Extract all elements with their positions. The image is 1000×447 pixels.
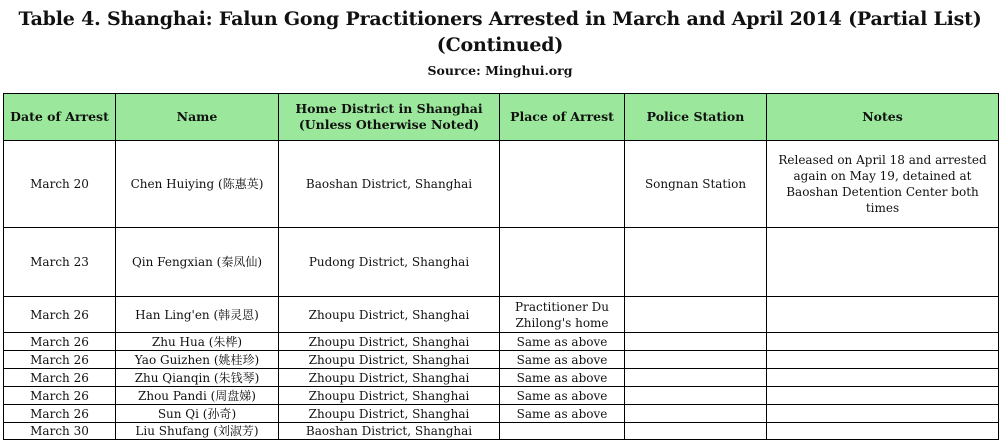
cell-district: Zhoupu District, Shanghai bbox=[279, 351, 500, 369]
cell-date: March 26 bbox=[4, 387, 116, 405]
cell-station bbox=[625, 405, 767, 423]
cell-notes bbox=[767, 387, 999, 405]
cell-district: Baoshan District, Shanghai bbox=[279, 141, 500, 228]
table-row bbox=[4, 423, 999, 440]
table-row bbox=[4, 369, 999, 387]
cell-place bbox=[500, 228, 625, 297]
page-title: Table 4. Shanghai: Falun Gong Practitioners Arrested in March and April 2014 (Partial List) (Continued) bbox=[18, 8, 982, 56]
cell-station bbox=[625, 333, 767, 351]
cell-station bbox=[625, 369, 767, 387]
table-row bbox=[4, 141, 999, 228]
cell-place: Same as above bbox=[500, 369, 625, 387]
cell-name: Liu Shufang (刘淑芳) bbox=[116, 423, 279, 440]
cell-station bbox=[625, 351, 767, 369]
cell-place: Practitioner Du Zhilong's home bbox=[500, 297, 625, 333]
arrests-table bbox=[3, 93, 999, 440]
column-header-home-district: Home District in Shanghai (Unless Otherwise Noted) bbox=[279, 94, 500, 141]
cell-district: Zhoupu District, Shanghai bbox=[279, 387, 500, 405]
cell-name: Yao Guizhen (姚桂珍) bbox=[116, 351, 279, 369]
cell-district: Zhoupu District, Shanghai bbox=[279, 333, 500, 351]
cell-date: March 26 bbox=[4, 297, 116, 333]
cell-place: Same as above bbox=[500, 387, 625, 405]
cell-name: Han Ling'en (韩灵恩) bbox=[116, 297, 279, 333]
table-row bbox=[4, 228, 999, 297]
cell-name: Zhou Pandi (周盘娣) bbox=[116, 387, 279, 405]
cell-station bbox=[625, 423, 767, 440]
cell-place bbox=[500, 423, 625, 440]
column-header-date: Date of Arrest bbox=[4, 94, 116, 141]
cell-name: Chen Huiying (陈惠英) bbox=[116, 141, 279, 228]
cell-date: March 26 bbox=[4, 405, 116, 423]
cell-name: Zhu Hua (朱桦) bbox=[116, 333, 279, 351]
cell-notes bbox=[767, 423, 999, 440]
column-header-police-station: Police Station bbox=[625, 94, 767, 141]
cell-notes bbox=[767, 405, 999, 423]
column-header-name: Name bbox=[116, 94, 279, 141]
cell-date: March 26 bbox=[4, 333, 116, 351]
cell-notes bbox=[767, 351, 999, 369]
cell-date: March 30 bbox=[4, 423, 116, 440]
cell-district: Zhoupu District, Shanghai bbox=[279, 297, 500, 333]
cell-district: Pudong District, Shanghai bbox=[279, 228, 500, 297]
cell-district: Zhoupu District, Shanghai bbox=[279, 369, 500, 387]
table-row bbox=[4, 405, 999, 423]
cell-district: Baoshan District, Shanghai bbox=[279, 423, 500, 440]
table-row bbox=[4, 297, 999, 333]
cell-notes: Released on April 18 and arrested again on May 19, detained at Baoshan Detention Center both times bbox=[767, 141, 999, 228]
cell-place: Same as above bbox=[500, 405, 625, 423]
cell-place: Same as above bbox=[500, 351, 625, 369]
cell-station bbox=[625, 297, 767, 333]
cell-date: March 23 bbox=[4, 228, 116, 297]
cell-date: March 20 bbox=[4, 141, 116, 228]
cell-station bbox=[625, 228, 767, 297]
cell-name: Sun Qi (孙奇) bbox=[116, 405, 279, 423]
table-row bbox=[4, 387, 999, 405]
cell-notes bbox=[767, 297, 999, 333]
cell-place: Same as above bbox=[500, 333, 625, 351]
column-header-place-of-arrest: Place of Arrest bbox=[500, 94, 625, 141]
cell-date: March 26 bbox=[4, 351, 116, 369]
cell-station: Songnan Station bbox=[625, 141, 767, 228]
cell-district: Zhoupu District, Shanghai bbox=[279, 405, 500, 423]
cell-date: March 26 bbox=[4, 369, 116, 387]
cell-notes bbox=[767, 369, 999, 387]
cell-name: Zhu Qianqin (朱钱琴) bbox=[116, 369, 279, 387]
cell-place bbox=[500, 141, 625, 228]
source-line: Source: Minghui.org bbox=[427, 63, 573, 78]
column-header-notes: Notes bbox=[767, 94, 999, 141]
cell-station bbox=[625, 387, 767, 405]
table-header-row bbox=[4, 94, 999, 141]
cell-notes bbox=[767, 333, 999, 351]
table-row bbox=[4, 351, 999, 369]
cell-name: Qin Fengxian (秦凤仙) bbox=[116, 228, 279, 297]
table-row bbox=[4, 333, 999, 351]
cell-notes bbox=[767, 228, 999, 297]
